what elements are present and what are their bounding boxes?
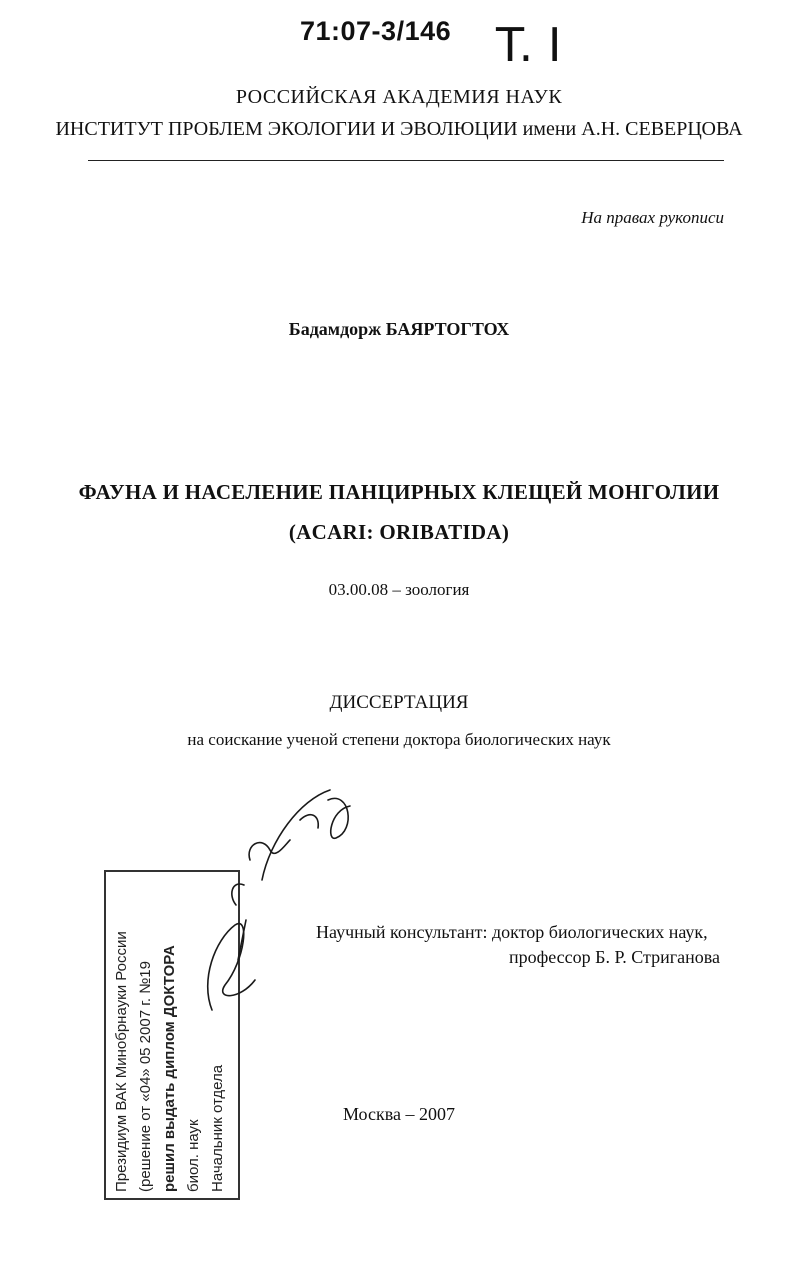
vak-stamp xyxy=(104,870,240,1200)
stamp-text xyxy=(104,870,240,1200)
dissertation-label: ДИССЕРТАЦИЯ xyxy=(329,692,469,713)
title-line-2: (ACARI: ORIBATIDA) xyxy=(288,520,510,544)
stamp-line-2 xyxy=(134,878,158,1192)
stamp-date-num: 19 xyxy=(137,961,154,978)
archive-code: 71:07-3/146 xyxy=(300,16,452,46)
specialty: 03.00.08 – зоология xyxy=(328,580,470,599)
signature-stroke-1 xyxy=(262,790,350,880)
stamp-line-3: решил выдать диплом ДОКТОРА xyxy=(161,945,178,1192)
stamp-line-5: Начальник отдела xyxy=(209,1064,226,1192)
institute-name: ИНСТИТУТ ПРОБЛЕМ ЭКОЛОГИИ И ЭВОЛЮЦИИ имени А.Н. СЕВЕРЦОВА xyxy=(55,118,743,140)
title-line-1: ФАУНА И НАСЕЛЕНИЕ ПАНЦИРНЫХ КЛЕЩЕЙ МОНГОЛИИ xyxy=(78,480,720,504)
consultant-block xyxy=(316,920,720,970)
city-year: Москва – 2007 xyxy=(343,1104,455,1124)
rights-note: На правах рукописи xyxy=(581,208,724,227)
author-name: Бадамдорж БАЯРТОГТОХ xyxy=(288,319,510,339)
stamp-date-day: 04 xyxy=(137,1076,154,1094)
stamp-line-4: биол. наук xyxy=(185,1119,202,1192)
header-divider xyxy=(88,160,724,161)
stamp-date-mid: » xyxy=(137,1068,154,1077)
consultant-line-1: Научный консультант: доктор биологических наук, xyxy=(316,922,708,942)
stamp-line-1: Президиум ВАК Минобрнауки России xyxy=(113,931,130,1192)
handwritten-mark: T. I xyxy=(496,18,562,72)
stamp-date-year: 2007 г. № xyxy=(137,977,154,1044)
academy-name: РОССИЙСКАЯ АКАДЕМИЯ НАУК xyxy=(235,86,563,108)
stamp-date-month: 05 xyxy=(137,1047,154,1065)
stamp-decision-prefix: (решение от « xyxy=(137,1093,154,1192)
consultant-line-2: профессор Б. Р. Стриганова xyxy=(508,947,720,967)
signature-stroke-2 xyxy=(249,840,290,860)
degree-line: на соискание ученой степени доктора биологических наук xyxy=(187,730,611,749)
